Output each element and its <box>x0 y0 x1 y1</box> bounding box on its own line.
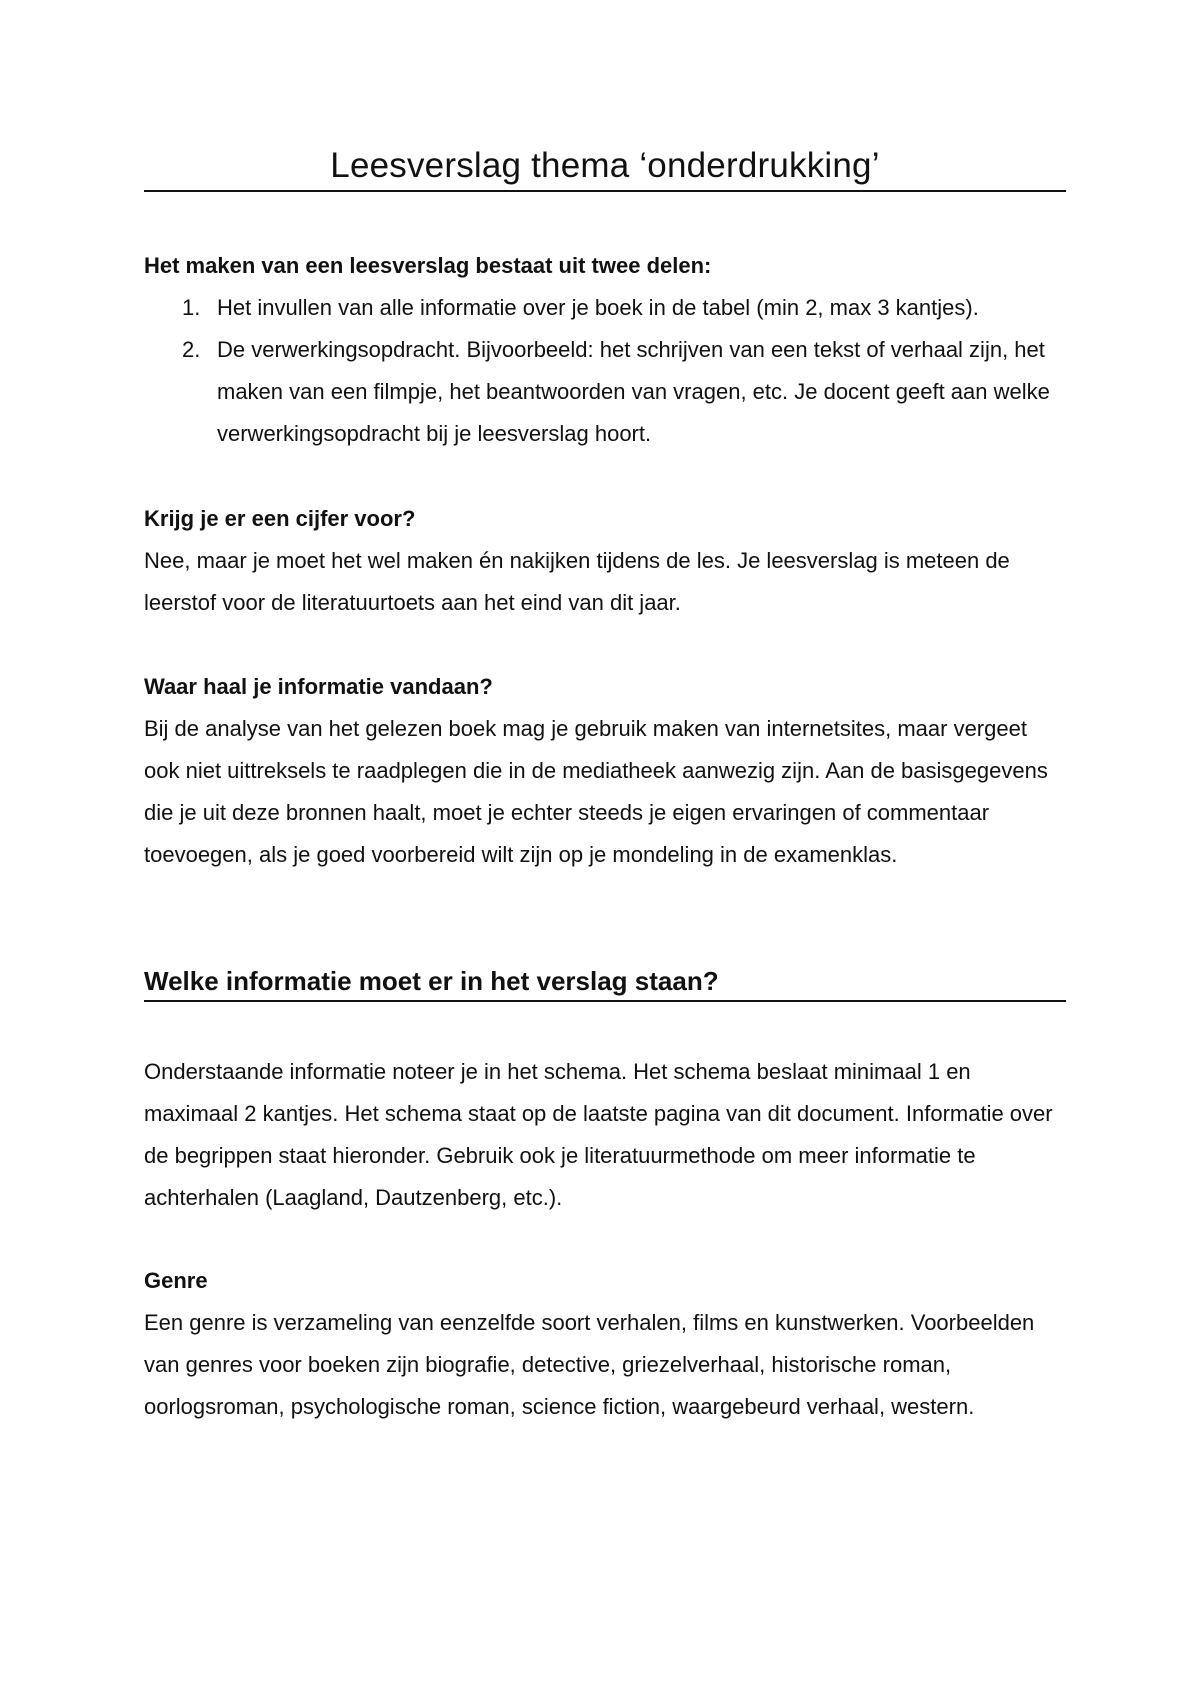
list-item <box>144 329 1066 455</box>
grade-paragraph: Nee, maar je moet het wel maken én nakijken tijdens de les. Je leesverslag is meteen de leerstof voor de literatuurtoets aan het eind van dit jaar. <box>144 548 1010 615</box>
genre-paragraph: Een genre is verzameling van eenzelfde soort verhalen, films en kunstwerken. Voorbeelden van genres voor boeken zijn biografie, detective, griezelverhaal, historische roman, oorlogsroman, psychologische roman, science fiction, waargebeurd verhaal, western. <box>144 1310 1035 1419</box>
genre-section <box>144 1260 1066 1428</box>
list-item-text: De verwerkingsopdracht. Bijvoorbeeld: het schrijven van een tekst of verhaal zijn, het maken van een filmpje, het beantwoorden van vragen, etc. Je docent geeft aan welke verwerkingsopdracht bij je leesverslag hoort. <box>217 337 1050 446</box>
source-heading: Waar haal je informatie vandaan? <box>144 674 493 699</box>
list-item <box>144 287 1066 329</box>
grade-section <box>144 498 1066 624</box>
section-heading: Welke informatie moet er in het verslag staan? <box>144 962 1066 1002</box>
source-paragraph: Bij de analyse van het gelezen boek mag je gebruik maken van internetsites, maar vergeet ook niet uittreksels te raadplegen die in de mediatheek aanwezig zijn. Aan de basisgegevens die je uit deze bronnen haalt, moet je echter steeds je eigen ervaringen of commentaar toevoegen, als je goed voorbereid wilt zijn op je mondeling in de examenklas. <box>144 716 1048 867</box>
intro-heading: Het maken van een leesverslag bestaat uit twee delen: <box>144 253 712 278</box>
document-title: Leesverslag thema ‘onderdrukking’ <box>144 144 1066 192</box>
list-number: 2. <box>182 337 201 362</box>
section-paragraph: Onderstaande informatie noteer je in het schema. Het schema beslaat minimaal 1 en maximaal 2 kantjes. Het schema staat op de laatste pagina van dit document. Informatie over de begrippen staat hieronder. Gebruik ook je literatuurmethode om meer informatie te achterhalen (Laagland, Dautzenberg, etc.). <box>144 1059 1053 1210</box>
source-section <box>144 666 1066 876</box>
grade-heading: Krijg je er een cijfer voor? <box>144 506 416 531</box>
list-number: 1. <box>182 295 201 320</box>
intro-list <box>144 287 1066 455</box>
section-body <box>144 1051 1066 1219</box>
list-item-text: Het invullen van alle informatie over je boek in de tabel (min 2, max 3 kantjes). <box>217 295 979 320</box>
intro-section <box>144 245 1066 455</box>
genre-heading: Genre <box>144 1268 208 1293</box>
